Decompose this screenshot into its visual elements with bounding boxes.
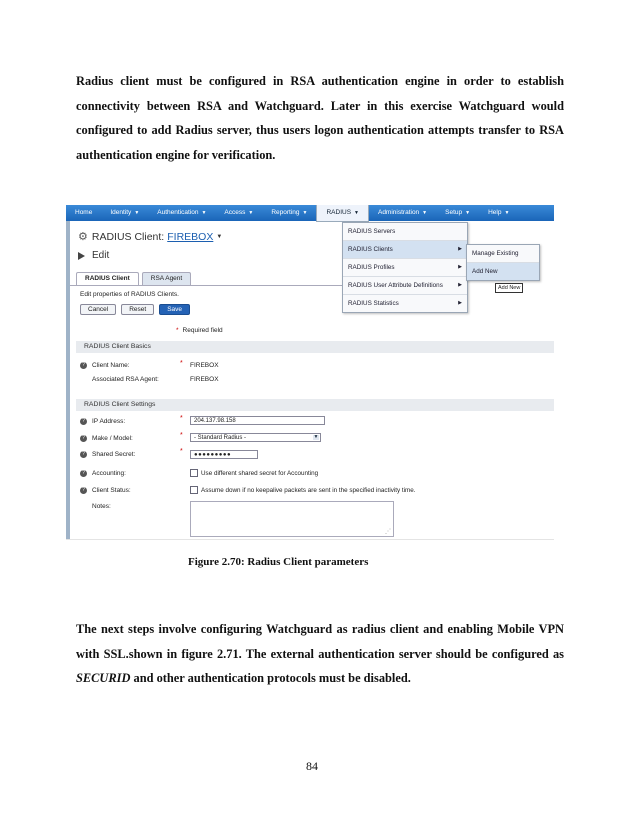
save-button[interactable]: Save: [159, 304, 190, 315]
checkbox-box[interactable]: [190, 469, 198, 477]
intro-paragraph: [76, 69, 564, 167]
caret-down-icon: ▼: [422, 210, 428, 216]
caret-down-icon: ▼: [134, 210, 140, 216]
securid-term: SECURID: [76, 671, 131, 685]
steps-line-rest: and other authentication protocols must be disabled.: [130, 671, 411, 685]
steps-line: with SSL.shown in figure 2.71. The external authentication server should be configured as: [76, 646, 564, 661]
make-model-select[interactable]: [190, 433, 321, 442]
left-edge-bar: [66, 221, 70, 539]
tab-radius-client[interactable]: RADIUS Client: [76, 272, 139, 285]
chevron-right-icon: ▶: [458, 300, 462, 306]
accounting-label: Accounting:: [92, 469, 126, 477]
action-buttons: [80, 304, 195, 315]
edit-title: Edit: [92, 250, 110, 261]
notes-row: [92, 500, 180, 512]
intro-line: configured to add Radius server, thus users logon authentication attempts transfer to RSA: [76, 123, 564, 137]
nav-authentication[interactable]: Authentication ▼: [157, 209, 207, 216]
chevron-down-icon: ▼: [313, 434, 319, 440]
client-status-option-label: Assume down if no keepalive packets are sent in the specified inactivity time.: [201, 486, 416, 494]
top-nav-bar: [66, 205, 554, 221]
play-arrow-icon: [78, 252, 85, 260]
client-status-label: Client Status:: [92, 486, 131, 494]
shared-secret-row: [80, 448, 180, 460]
notes-textarea[interactable]: [190, 501, 394, 537]
nav-setup[interactable]: Setup ▼: [445, 209, 471, 216]
help-icon[interactable]: ?: [80, 418, 87, 425]
accounting-option-label: Use different shared secret for Accounting: [201, 469, 319, 477]
cancel-button[interactable]: Cancel: [80, 304, 116, 315]
make-model-label: Make / Model:: [92, 434, 133, 442]
nav-radius[interactable]: RADIUS ▼: [316, 205, 369, 222]
required-star-icon: *: [180, 360, 183, 367]
steps-paragraph: [76, 617, 564, 691]
notes-label: Notes:: [92, 502, 111, 510]
rsa-agent-label: Associated RSA Agent:: [92, 375, 159, 383]
radius-menu: [342, 222, 468, 313]
menu-item-radius-clients[interactable]: RADIUS Clients ▶: [343, 241, 467, 259]
checkbox-box[interactable]: [190, 486, 198, 494]
caret-down-icon: ▼: [354, 210, 359, 216]
required-star-icon: *: [180, 448, 183, 455]
caret-down-icon: ▼: [465, 210, 471, 216]
client-status-checkbox[interactable]: [190, 486, 416, 494]
edit-header: [78, 250, 109, 261]
edit-description: Edit properties of RADIUS Clients.: [80, 291, 179, 298]
caret-down-icon: ▼: [248, 210, 254, 216]
rsa-agent-row: [92, 373, 180, 385]
help-icon[interactable]: ?: [80, 470, 87, 477]
tab-rsa-agent[interactable]: RSA Agent: [142, 272, 191, 285]
help-icon[interactable]: ?: [80, 451, 87, 458]
required-star-icon: *: [180, 415, 183, 422]
steps-line: The next steps involve configuring Watchguard as radius client and enabling Mobile VPN: [76, 622, 564, 636]
caret-down-icon: ▼: [504, 210, 510, 216]
nav-home[interactable]: Home: [75, 209, 93, 216]
required-star-icon: *: [176, 327, 179, 334]
ip-address-label: IP Address:: [92, 417, 126, 425]
page-number: 84: [306, 759, 318, 773]
menu-item-user-attribute-definitions[interactable]: RADIUS User Attribute Definitions ▶: [343, 277, 467, 295]
client-status-row: [80, 484, 180, 496]
resize-grip-icon[interactable]: ⋰: [385, 529, 391, 535]
page-title-prefix: RADIUS Client:: [91, 230, 165, 243]
client-name-link[interactable]: FIREBOX: [167, 230, 214, 243]
figure-caption: Figure 2.70: Radius Client parameters: [188, 556, 369, 568]
menu-item-radius-servers[interactable]: RADIUS Servers: [343, 223, 467, 241]
help-icon[interactable]: ?: [80, 435, 87, 442]
nav-reporting[interactable]: Reporting ▼: [271, 209, 308, 216]
chevron-right-icon: ▶: [458, 246, 462, 252]
help-icon[interactable]: ?: [80, 487, 87, 494]
chevron-down-icon[interactable]: ▼: [216, 233, 223, 240]
shared-secret-label: Shared Secret:: [92, 450, 136, 458]
menu-item-add-new[interactable]: Add New: [467, 263, 539, 280]
shared-secret-input[interactable]: ●●●●●●●●●: [190, 450, 258, 459]
client-name-value: FIREBOX: [190, 362, 219, 369]
nav-access[interactable]: Access ▼: [224, 209, 254, 216]
caret-down-icon: ▼: [201, 210, 207, 216]
tab-bar: [76, 272, 194, 285]
rsa-agent-value: FIREBOX: [190, 376, 219, 383]
help-icon[interactable]: ?: [80, 362, 87, 369]
nav-administration[interactable]: Administration ▼: [377, 209, 428, 216]
chevron-right-icon: ▶: [458, 282, 462, 288]
nav-help[interactable]: Help ▼: [488, 209, 510, 216]
caret-down-icon: ▼: [302, 210, 308, 216]
page-title: [78, 230, 222, 243]
required-star-icon: *: [180, 432, 183, 439]
ip-address-row: [80, 415, 180, 427]
steps-line: [76, 666, 564, 691]
accounting-checkbox[interactable]: [190, 469, 318, 477]
radius-clients-submenu: [466, 244, 540, 281]
menu-item-manage-existing[interactable]: Manage Existing: [467, 245, 539, 263]
add-new-tooltip: Add New: [495, 283, 523, 293]
accounting-row: [80, 467, 180, 479]
make-model-row: [80, 432, 180, 444]
intro-line: authentication engine for verification.: [76, 147, 276, 162]
make-model-value: - Standard Radius -: [194, 435, 247, 441]
nav-identity[interactable]: Identity ▼: [110, 209, 140, 216]
menu-item-radius-statistics[interactable]: RADIUS Statistics ▶: [343, 295, 467, 312]
client-name-label: Client Name:: [92, 361, 130, 369]
radius-client-screenshot: [66, 205, 554, 540]
intro-line: connectivity between RSA and Watchguard. Later in this exercise Watchguard would: [76, 98, 564, 113]
gears-icon: ⚙: [78, 231, 88, 243]
menu-item-radius-profiles[interactable]: RADIUS Profiles ▶: [343, 259, 467, 277]
client-name-row: [80, 359, 180, 371]
required-field-note: * Required field: [176, 327, 223, 334]
reset-button[interactable]: Reset: [121, 304, 154, 315]
intro-line: Radius client must be configured in RSA authentication engine in order to establish: [76, 74, 564, 88]
section-client-basics: RADIUS Client Basics: [76, 341, 554, 353]
chevron-right-icon: ▶: [458, 264, 462, 270]
section-client-settings: RADIUS Client Settings: [76, 399, 554, 411]
ip-address-input[interactable]: 204.137.98.158: [190, 416, 325, 425]
